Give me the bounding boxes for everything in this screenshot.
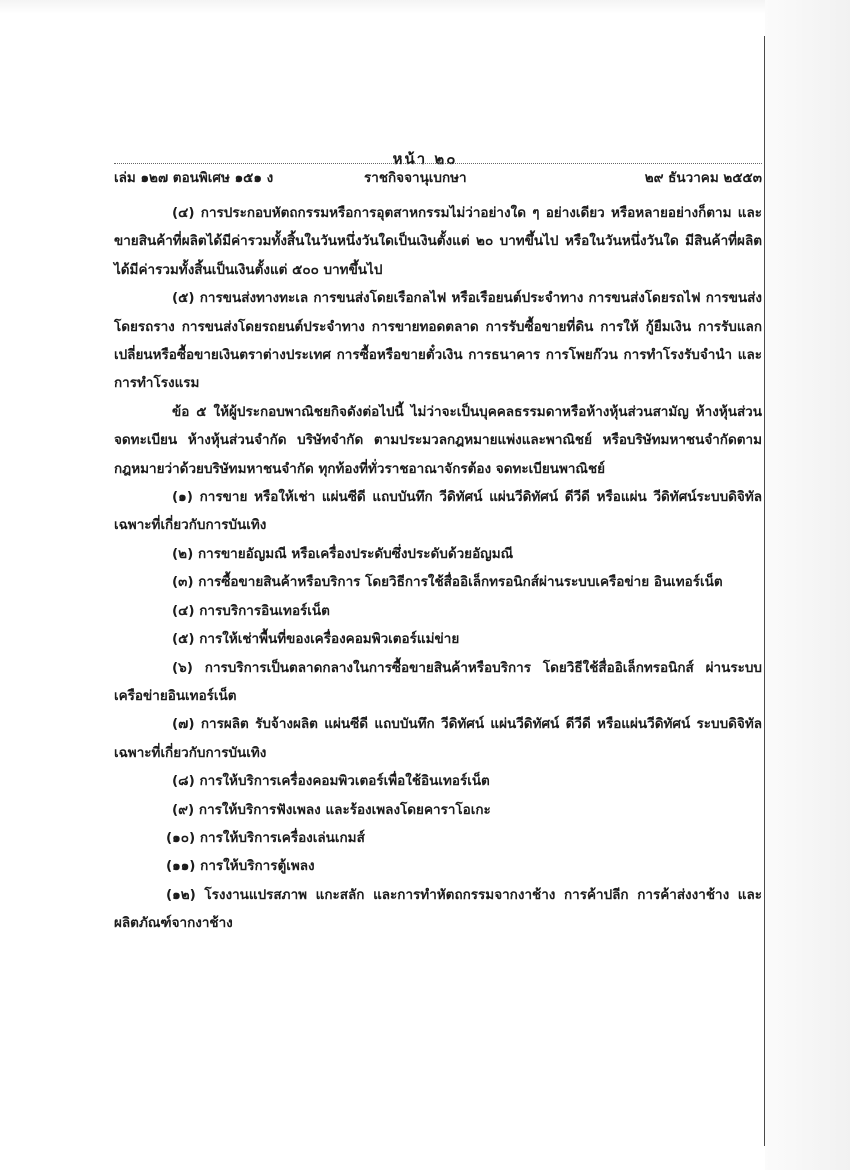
publication-date: ๒๙ ธันวาคม ๒๕๕๓ xyxy=(644,170,762,186)
list-item-9: (๙) การให้บริการฟังเพลง และร้องเพลงโดยคาราโอเกะ xyxy=(172,801,491,818)
scan-margin-strip xyxy=(765,0,850,1170)
list-item-7: (๗) การผลิต รับจ้างผลิต แผ่นซีดี แถบบันทึก วีดิทัศน์ แผ่นวีดิทัศน์ ดีวีดี หรือแผ่นวีดิทัศน์ ระบบดิจิทัล เฉพาะที่เกี่ยวกับการบันเทิง xyxy=(114,716,762,761)
paragraph-clause-5: ข้อ ๕ ให้ผู้ประกอบพาณิชยกิจดังต่อไปนี้ ไม่ว่าจะเป็นบุคคลธรรมดาหรือห้างหุ้นส่วนสามัญ ห้างหุ้นส่วนจดทะเบียน ห้างหุ้นส่วนจำกัด บริษัทจำกัด ตามประมวลกฎหมายแพ่งและพาณิชย์ หรือบริษัทมหาชนจำกัดตามกฎหมายว่าด้วยบริษัทมหาชนจำกัด ทุกท้องที่ทั่วราชอาณาจักรต้อง จดทะเบียนพาณิชย์ xyxy=(114,403,762,477)
gazette-header xyxy=(114,166,762,190)
paragraph-item-5: (๕) การขนส่งทางทะเล การขนส่งโดยเรือกลไฟ หรือเรือยนต์ประจำทาง การขนส่งโดยรถไฟ การขนส่งโดยรถราง การขนส่งโดยรถยนต์ประจำทาง การขายทอดตลาด การรับซื้อขายที่ดิน การให้ กู้ยืมเงิน การรับแลกเปลี่ยนหรือซื้อขายเงินตราต่างประเทศ การซื้อหรือขายตั๋วเงิน การธนาคาร การโพยก๊วน การทำโรงรับจำนำ และการทำโรงแรม xyxy=(114,290,762,392)
list-item-8: (๘) การให้บริการเครื่องคอมพิวเตอร์เพื่อใช้อินเทอร์เน็ต xyxy=(172,773,490,790)
list-item-6: (๖) การบริการเป็นตลาดกลางในการซื้อขายสินค้าหรือบริการ โดยวิธีใช้สื่ออิเล็กทรอนิกส์ ผ่านระบบเครือข่ายอินเทอร์เน็ต xyxy=(114,659,762,704)
paragraph-item-4: (๔) การประกอบหัตถกรรมหรือการอุตสาหกรรมไม่ว่าอย่างใด ๆ อย่างเดียว หรือหลายอย่างก็ตาม และขายสินค้าที่ผลิตได้มีค่ารวมทั้งสิ้นในวันหนึ่งวันใดเป็นเงินตั้งแต่ ๒๐ บาทขึ้นไป หรือในวันหนึ่งวันใด มีสินค้าที่ผลิตได้มีค่ารวมทั้งสิ้นเป็นเงินตั้งแต่ ๕๐๐ บาทขึ้นไป xyxy=(114,205,762,278)
list-item-10: (๑๐) การให้บริการเครื่องเล่นเกมส์ xyxy=(166,829,365,846)
page-edge-line xyxy=(764,36,765,1146)
page-number: หน้า ๒๐ xyxy=(392,150,458,168)
list-item-11: (๑๑) การให้บริการตู้เพลง xyxy=(166,858,315,875)
header-rule xyxy=(114,163,762,164)
list-item-2: (๒) การขายอัญมณี หรือเครื่องประดับซึ่งประดับด้วยอัญมณี xyxy=(172,545,514,562)
scan-top-edge xyxy=(0,0,850,14)
document-body xyxy=(114,199,762,938)
list-item-5: (๕) การให้เช่าพื้นที่ของเครื่องคอมพิวเตอร์แม่ข่าย xyxy=(172,631,460,648)
list-item-4: (๔) การบริการอินเทอร์เน็ต xyxy=(172,602,330,619)
gazette-name: ราชกิจจานุเบกษา xyxy=(364,170,467,186)
list-item-1: (๑) การขาย หรือให้เช่า แผ่นซีดี แถบบันทึก วีดิทัศน์ แผ่นวีดิทัศน์ ดีวีดี หรือแผ่น วีดิทัศน์ระบบดิจิทัล เฉพาะที่เกี่ยวกับการบันเทิง xyxy=(114,489,762,534)
list-item-3: (๓) การซื้อขายสินค้าหรือบริการ โดยวิธีการใช้สื่ออิเล็กทรอนิกส์ผ่านระบบเครือข่าย อินเทอร์เน็ต xyxy=(172,574,723,591)
list-item-12: (๑๒) โรงงานแปรสภาพ แกะสลัก และการทำหัตถกรรมจากงาช้าง การค้าปลีก การค้าส่งงาช้าง และผลิตภัณฑ์จากงาช้าง xyxy=(114,886,762,932)
volume-issue: เล่ม ๑๒๗ ตอนพิเศษ ๑๕๑ ง xyxy=(114,170,274,186)
